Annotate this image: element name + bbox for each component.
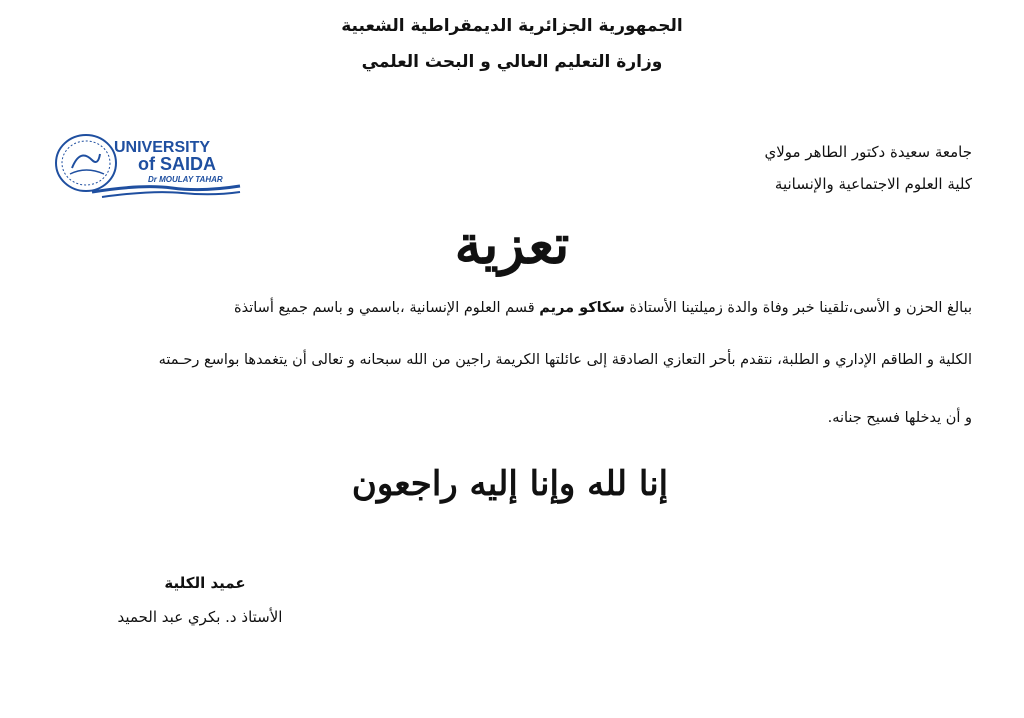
colleague-name: سكاكو مريم (539, 300, 625, 316)
p1-text-a: ببالغ الحزن و الأسى،تلقينا خبر وفاة والدة زميلتينا الأستاذة (624, 300, 972, 316)
header-ministry: وزارة التعليم العالي و البحث العلمي (361, 52, 663, 72)
faculty-name: كلية العلوم الاجتماعية والإنسانية (774, 175, 972, 193)
signature-title: عميد الكلية (164, 574, 246, 592)
verse-text: إنا لله وإنا إليه راجعون (351, 464, 669, 504)
paragraph-1 (52, 300, 972, 316)
condolence-title: تعزية (454, 212, 570, 276)
university-name: جامعة سعيدة دكتور الطاهر مولاي (764, 143, 972, 161)
logo-line3: Dr MOULAY TAHAR (148, 175, 223, 184)
university-logo (52, 130, 242, 200)
logo-line1: UNIVERSITY (114, 139, 211, 156)
header-republic: الجمهورية الجزائرية الديمقراطية الشعبية (341, 16, 683, 36)
paragraph-3: و أن يدخلها فسيح جنانه. (827, 410, 972, 426)
p1-text-b: قسم العلوم الإنسانية ،باسمي و باسم جميع أساتذة (234, 300, 540, 316)
calligraphy-verse (340, 425, 680, 525)
logo-line2: of SAIDA (138, 154, 216, 174)
signature-name: الأستاذ د. بكري عبد الحميد (117, 608, 283, 626)
paragraph-2: الكلية و الطاقم الإداري و الطلبة، نتقدم بأحر التعازي الصادقة إلى عائلتها الكريمة راجين من الله سبحانه و تعالى أن يتغمدها بواسع رحـمته (158, 352, 972, 368)
